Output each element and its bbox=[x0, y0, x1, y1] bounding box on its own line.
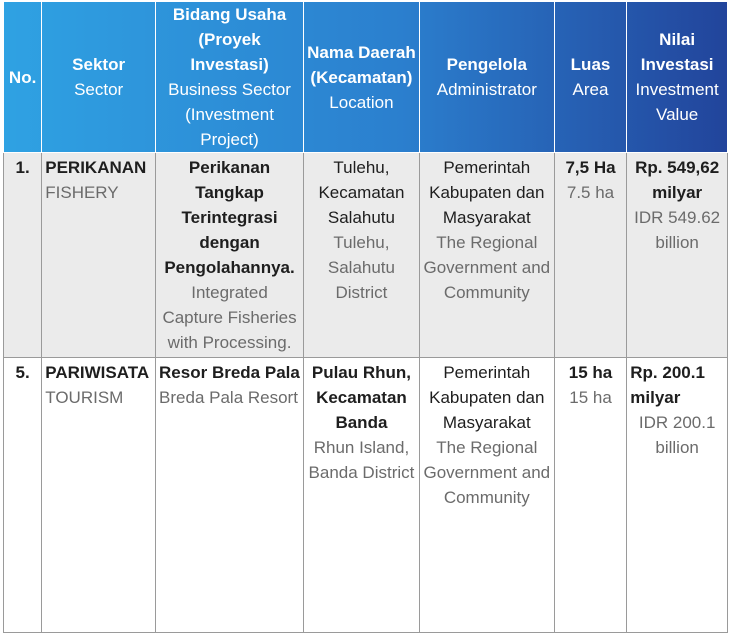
area-cell: 7,5 Ha 7.5 ha bbox=[554, 153, 627, 358]
header-location: Nama Daerah (Kecamatan) Location bbox=[304, 2, 420, 153]
sector-cell: PARIWISATA TOURISM bbox=[42, 358, 156, 633]
header-business: Bidang Usaha (Proyek Investasi) Business Sector (Investment Project) bbox=[156, 2, 304, 153]
sector-cell: PERIKANAN FISHERY bbox=[42, 153, 156, 358]
location-cell: Tulehu, Kecamatan Salahutu Tulehu, Salahutu District bbox=[304, 153, 420, 358]
table-row bbox=[4, 358, 728, 633]
investment-table bbox=[3, 2, 728, 633]
table-row bbox=[4, 153, 728, 358]
header-sector: Sektor Sector bbox=[42, 2, 156, 153]
header-area: Luas Area bbox=[554, 2, 627, 153]
header-no: No. bbox=[4, 2, 42, 153]
business-cell: Resor Breda Pala Breda Pala Resort bbox=[156, 358, 304, 633]
investment-value-cell: Rp. 200.1 milyar IDR 200.1 billion bbox=[627, 358, 728, 633]
area-cell: 15 ha 15 ha bbox=[554, 358, 627, 633]
administrator-cell: Pemerintah Kabupaten dan Masyarakat The Regional Government and Community bbox=[419, 153, 554, 358]
investment-value-cell: Rp. 549,62 milyar IDR 549.62 billion bbox=[627, 153, 728, 358]
table-header bbox=[4, 2, 728, 153]
header-investment-value: Nilai Investasi Investment Value bbox=[627, 2, 728, 153]
administrator-cell: Pemerintah Kabupaten dan Masyarakat The Regional Government and Community bbox=[419, 358, 554, 633]
row-number: 1. bbox=[4, 153, 42, 358]
location-cell: Pulau Rhun, Kecamatan Banda Rhun Island, Banda District bbox=[304, 358, 420, 633]
header-administrator: Pengelola Administrator bbox=[419, 2, 554, 153]
business-cell: Perikanan Tangkap Terintegrasi dengan Pengolahannya. Integrated Capture Fisheries with Processing. bbox=[156, 153, 304, 358]
row-number: 5. bbox=[4, 358, 42, 633]
